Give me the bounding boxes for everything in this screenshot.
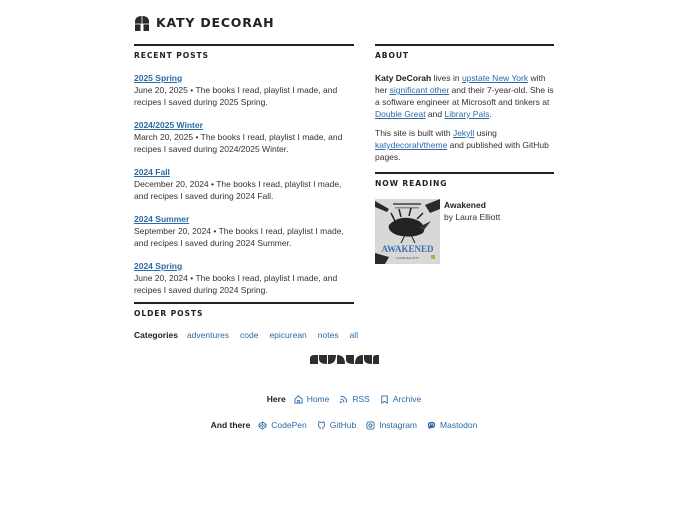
post-date: March 20, 2025 — [134, 132, 194, 142]
decorative-arch-pattern-icon — [310, 355, 379, 364]
post-date: June 20, 2025 — [134, 85, 188, 95]
post-description: The books I read, playlist I made, and recipes I saved during 2025 Spring. — [134, 85, 338, 107]
theme-link[interactable]: katydecorah/theme — [375, 140, 448, 150]
footer-link-home[interactable] — [294, 393, 330, 405]
category-link-notes[interactable]: notes — [317, 330, 339, 340]
location-link[interactable]: upstate New York — [461, 73, 529, 83]
post-item — [134, 213, 354, 249]
post-item — [134, 260, 354, 296]
text: This site is built with — [375, 128, 453, 138]
recent-posts-list — [134, 72, 354, 296]
partner-link[interactable]: significant other — [389, 85, 450, 95]
post-summary: March 20, 2025 • The books I read, playlist I made, and recipes I saved during 2024/2025 Winter. — [134, 132, 343, 154]
book-author: by Laura Elliott — [444, 212, 501, 222]
post-summary: June 20, 2025 • The books I read, playlist I made, and recipes I saved during 2025 Spring. — [134, 85, 338, 107]
footer-social-nav — [0, 419, 688, 431]
footer-here-nav — [0, 393, 688, 405]
rss-icon — [339, 395, 348, 404]
author-name: Katy DeCorah — [375, 73, 432, 83]
book-cover-image[interactable] — [375, 199, 440, 264]
bookmark-icon — [380, 395, 389, 404]
section-divider — [375, 44, 554, 46]
text: lives in — [431, 73, 462, 83]
svg-text:AWAKENED: AWAKENED — [381, 244, 434, 254]
post-title-link[interactable]: 2024 Fall — [134, 167, 170, 177]
post-item — [134, 72, 354, 108]
library-pals-link[interactable]: Library Pals — [444, 109, 490, 119]
site-title[interactable]: KATY DECORAH — [156, 15, 275, 30]
footer-link-github[interactable] — [317, 419, 356, 431]
text: and published with GitHub pages. — [375, 140, 549, 162]
raven-illustration-icon — [375, 199, 440, 264]
recent-posts-heading: RECENT POSTS — [134, 51, 209, 60]
footer-link-mastodon[interactable] — [427, 419, 477, 431]
post-title-link[interactable]: 2025 Spring — [134, 73, 183, 83]
category-link-epicurean[interactable]: epicurean — [269, 330, 307, 340]
footer-link-label: Archive — [392, 394, 422, 404]
older-posts-heading: OLDER POSTS — [134, 309, 204, 318]
post-title-link[interactable]: 2024 Summer — [134, 214, 190, 224]
double-great-link[interactable]: Double Great — [375, 109, 426, 119]
categories-row — [134, 329, 359, 341]
post-description: The books I read, playlist I made, and recipes I saved during 2024/2025 Winter. — [134, 132, 343, 154]
right-column — [375, 44, 554, 264]
section-divider — [134, 302, 354, 304]
section-divider — [134, 44, 354, 46]
about-text — [375, 72, 554, 163]
category-link-all[interactable]: all — [349, 330, 359, 340]
post-description: The books I read, playlist I made, and recipes I saved during 2024 Summer. — [134, 226, 344, 248]
text: and — [425, 109, 445, 119]
footer-link-instagram[interactable] — [366, 419, 417, 431]
post-summary: September 20, 2024 • The books I read, playlist I made, and recipes I saved during 2024 Summer. — [134, 226, 344, 248]
footer-link-label: RSS — [352, 394, 370, 404]
post-item — [134, 119, 354, 155]
text: using — [474, 128, 497, 138]
text: and their 7-year-old. She is a software engineer at Microsoft and tinkers at — [375, 85, 554, 107]
older-posts-section — [134, 302, 359, 341]
about-built-with — [375, 127, 554, 163]
categories-label: Categories — [134, 330, 178, 340]
post-description: The books I read, playlist I made, and recipes I saved during 2024 Fall. — [134, 179, 342, 201]
section-divider — [375, 172, 554, 174]
about-heading: ABOUT — [375, 51, 409, 60]
post-summary: June 20, 2024 • The books I read, playlist I made, and recipes I saved during 2024 Spring. — [134, 273, 338, 295]
text: with her — [375, 73, 546, 95]
text: . — [489, 109, 492, 119]
jekyll-link[interactable]: Jekyll — [452, 128, 475, 138]
footer-link-label: GitHub — [329, 420, 357, 430]
now-reading-section — [375, 172, 554, 264]
book-title: Awakened — [444, 200, 486, 210]
mastodon-icon — [427, 421, 436, 430]
footer-link-label: Home — [306, 394, 330, 404]
github-icon — [317, 421, 326, 430]
post-description: The books I read, playlist I made, and recipes I saved during 2024 Spring. — [134, 273, 338, 295]
left-column — [134, 44, 359, 341]
footer-there-label: And there — [210, 420, 251, 430]
post-summary: December 20, 2024 • The books I read, playlist I made, and recipes I saved during 2024 Fall. — [134, 179, 342, 201]
home-icon — [294, 395, 303, 404]
svg-text:LAURA ELLIOTT: LAURA ELLIOTT — [396, 256, 419, 260]
arch-logo-icon[interactable] — [134, 15, 150, 31]
book-card — [375, 199, 554, 264]
footer-link-label: Instagram — [379, 420, 418, 430]
footer-link-codepen[interactable] — [258, 419, 306, 431]
instagram-icon — [366, 421, 375, 430]
footer-link-label: Mastodon — [440, 420, 478, 430]
footer-link-rss[interactable] — [339, 393, 369, 405]
codepen-icon — [258, 421, 267, 430]
now-reading-heading: NOW READING — [375, 179, 448, 188]
footer-link-label: CodePen — [271, 420, 307, 430]
site-header — [134, 14, 274, 32]
post-item — [134, 166, 354, 202]
category-link-code[interactable]: code — [240, 330, 259, 340]
post-date: September 20, 2024 — [134, 226, 212, 236]
category-link-adventures[interactable]: adventures — [186, 330, 229, 340]
footer-link-archive[interactable] — [380, 393, 421, 405]
post-date: June 20, 2024 — [134, 273, 188, 283]
post-title-link[interactable]: 2024 Spring — [134, 261, 183, 271]
footer-here-label: Here — [266, 394, 286, 404]
post-title-link[interactable]: 2024/2025 Winter — [134, 120, 203, 130]
book-info — [444, 199, 500, 264]
about-bio — [375, 72, 554, 120]
post-date: December 20, 2024 — [134, 179, 209, 189]
